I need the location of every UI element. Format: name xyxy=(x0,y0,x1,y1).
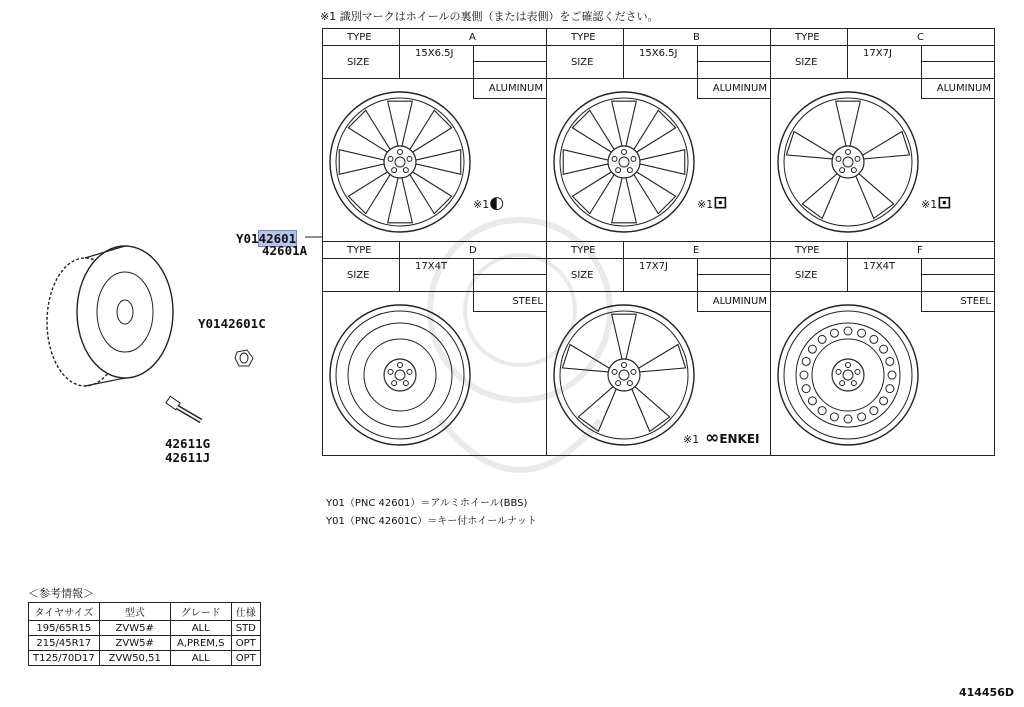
mark-note: ※1 xyxy=(683,433,700,446)
type-label: TYPE xyxy=(571,32,596,43)
wheel-icon xyxy=(773,300,923,450)
table-row xyxy=(29,636,261,651)
type-value: A xyxy=(469,32,476,43)
header-model: 型式 xyxy=(99,603,170,621)
table-cell: STD xyxy=(231,621,260,636)
type-label: TYPE xyxy=(795,32,820,43)
legend-line-2: Y01（PNC 42601C）＝キー付ホイールナット xyxy=(326,516,537,527)
type-value: C xyxy=(917,32,924,43)
tire-icon xyxy=(25,240,205,400)
table-cell: OPT xyxy=(231,636,260,651)
caption-note: ※1 識別マークはホイールの裏側（または表側）をご確認ください。 xyxy=(320,10,659,23)
table-cell: ALL xyxy=(170,651,231,666)
key-mark-icon: ※1⊡ xyxy=(697,193,728,213)
size-label: SIZE xyxy=(347,57,370,68)
legend-line-1: Y01（PNC 42601）＝アルミホイール(BBS) xyxy=(326,498,528,509)
wheel-icon xyxy=(773,87,923,237)
table-cell: 215/45R17 xyxy=(29,636,100,651)
wheel-icon xyxy=(549,87,699,237)
enkei-mark-icon: ※1 ∞ENKEI xyxy=(683,428,760,448)
type-label: TYPE xyxy=(347,32,372,43)
header-spec: 仕様 xyxy=(231,603,260,621)
callout-leader-line xyxy=(305,235,325,239)
callout-prefix: Y01 xyxy=(236,231,259,246)
valve-part-number-1: 42611G xyxy=(165,436,211,451)
size-label: SIZE xyxy=(347,270,370,281)
size-value: 15X6.5J xyxy=(639,48,678,59)
mark-note: ※1 xyxy=(473,198,490,211)
nut-part-number: Y0142601C xyxy=(198,316,266,331)
table-cell: ZVW50,51 xyxy=(99,651,170,666)
callout-sub-number: 42601A xyxy=(262,243,308,258)
type-value: E xyxy=(693,245,700,256)
table-row xyxy=(29,621,261,636)
table-cell: ALL xyxy=(170,621,231,636)
callout-main-number[interactable]: 42601 xyxy=(258,231,297,246)
wheel-cell-b xyxy=(547,29,771,242)
type-label: TYPE xyxy=(347,245,372,256)
material-value: ALUMINUM xyxy=(488,83,543,94)
material-value: STEEL xyxy=(512,296,543,307)
type-value: B xyxy=(693,32,700,43)
key-mark-icon: ※1⊡ xyxy=(921,193,952,213)
wheel-type-grid xyxy=(322,28,995,456)
type-label: TYPE xyxy=(795,245,820,256)
table-cell: ZVW5# xyxy=(99,621,170,636)
material-value: STEEL xyxy=(960,296,991,307)
bbs-mark-icon: ※1◐ xyxy=(473,193,505,213)
mark-note: ※1 xyxy=(697,198,714,211)
table-cell: OPT xyxy=(231,651,260,666)
reference-title: ＜参考情報＞ xyxy=(28,587,94,600)
valve-stem-icon xyxy=(163,393,208,428)
wheel-icon xyxy=(549,300,699,450)
wheel-cell-c xyxy=(771,29,995,242)
diagram-code: 414456D xyxy=(958,686,1014,699)
table-cell: ZVW5# xyxy=(99,636,170,651)
wheel-cell-e xyxy=(547,242,771,455)
header-tire-size: タイヤサイズ xyxy=(29,603,100,621)
type-value: F xyxy=(917,245,923,256)
type-label: TYPE xyxy=(571,245,596,256)
size-value: 17X4T xyxy=(863,261,896,272)
header-grade: グレード xyxy=(170,603,231,621)
material-value: ALUMINUM xyxy=(712,296,767,307)
size-value: 17X4T xyxy=(415,261,448,272)
size-label: SIZE xyxy=(795,57,818,68)
mark-note: ※1 xyxy=(921,198,938,211)
table-cell: A,PREM,S xyxy=(170,636,231,651)
table-cell: T125/70D17 xyxy=(29,651,100,666)
size-value: 17X7J xyxy=(863,48,892,59)
table-row xyxy=(29,651,261,666)
material-value: ALUMINUM xyxy=(712,83,767,94)
reference-table xyxy=(28,602,261,666)
size-label: SIZE xyxy=(571,270,594,281)
wheel-cell-f xyxy=(771,242,995,455)
table-cell: 195/65R15 xyxy=(29,621,100,636)
size-value: 15X6.5J xyxy=(415,48,454,59)
wheel-icon xyxy=(325,300,475,450)
wheel-icon xyxy=(325,87,475,237)
size-label: SIZE xyxy=(571,57,594,68)
enkei-label: ENKEI xyxy=(719,432,760,446)
lug-nut-icon xyxy=(233,348,255,370)
valve-part-number-2: 42611J xyxy=(165,450,211,465)
size-label: SIZE xyxy=(795,270,818,281)
type-value: D xyxy=(469,245,477,256)
wheel-cell-a xyxy=(323,29,547,242)
size-value: 17X7J xyxy=(639,261,668,272)
wheel-cell-d xyxy=(323,242,547,455)
material-value: ALUMINUM xyxy=(936,83,991,94)
